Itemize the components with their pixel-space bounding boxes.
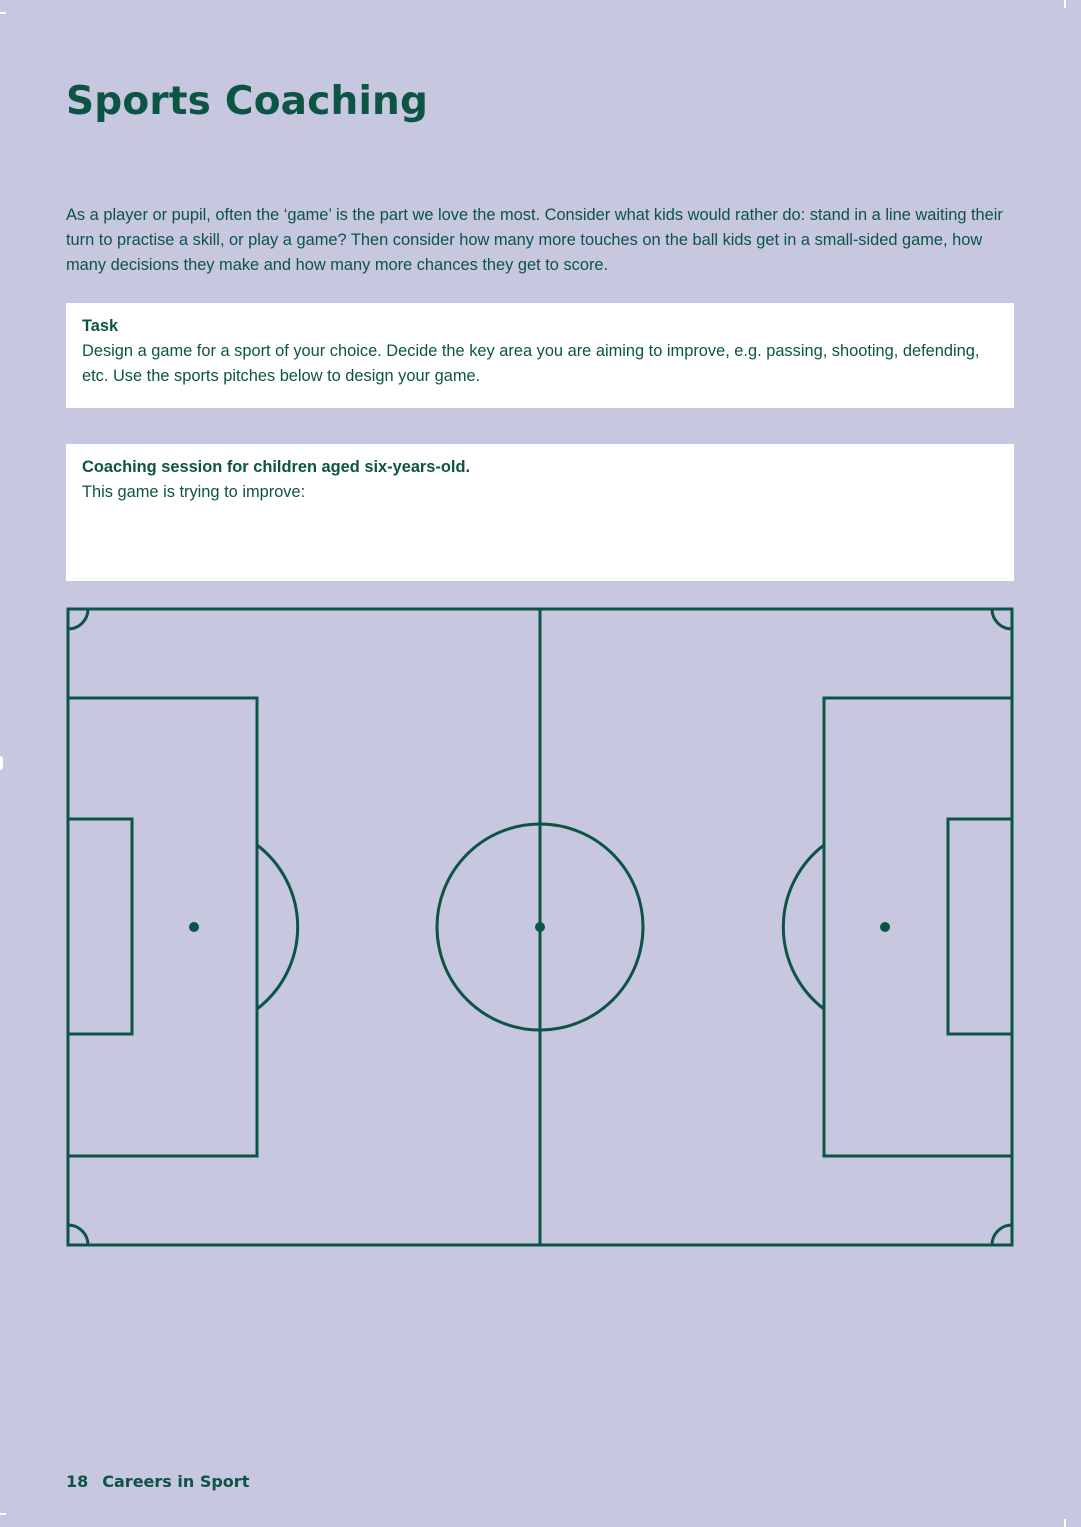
session-prompt: This game is trying to improve: — [82, 483, 306, 501]
publication-title: Careers in Sport — [102, 1472, 250, 1491]
page-footer — [66, 1470, 249, 1494]
right-penalty-spot — [880, 922, 890, 932]
left-penalty-spot — [189, 922, 199, 932]
corner-arc-bottom-left — [68, 1225, 88, 1245]
left-penalty-area — [68, 698, 257, 1156]
left-goal-area — [68, 819, 132, 1034]
crop-mark-bottom-right — [1064, 1519, 1066, 1527]
right-penalty-area — [824, 698, 1012, 1156]
page-title: Sports Coaching — [66, 79, 429, 124]
intro-paragraph: As a player or pupil, often the ‘game’ is the part we love the most. Consider what kids would rather do: stand in a line waiting their turn to practise a skill, or play a game? Then consider how many more touches on the ball kids get in a small-sided game, how many decisions they make and how many more chances they get to score. — [66, 206, 1003, 274]
task-heading: Task — [82, 317, 119, 335]
corner-arc-top-left — [68, 609, 88, 629]
football-pitch-diagram[interactable] — [60, 600, 1020, 1252]
crop-mark-top-right — [1064, 0, 1066, 8]
right-goal-area — [948, 819, 1012, 1034]
page-number: 18 — [66, 1472, 89, 1491]
task-box — [66, 303, 1014, 408]
session-answer-box[interactable] — [66, 444, 1014, 581]
task-instructions: Design a game for a sport of your choice. Decide the key area you are aiming to improve, e.g. passing, shooting, defending, etc. Use the sports pitches below to design your game. — [82, 342, 980, 385]
left-penalty-arc — [257, 845, 298, 1009]
session-heading: Coaching session for children aged six-years-old. — [82, 458, 471, 476]
crop-mark-top-left — [0, 12, 6, 14]
corner-arc-bottom-right — [992, 1225, 1012, 1245]
corner-arc-top-right — [992, 609, 1012, 629]
right-penalty-arc — [783, 845, 824, 1009]
centre-spot — [535, 922, 545, 932]
crop-mark-bottom-left — [0, 1513, 6, 1515]
crop-mark-left-middle — [0, 756, 3, 770]
